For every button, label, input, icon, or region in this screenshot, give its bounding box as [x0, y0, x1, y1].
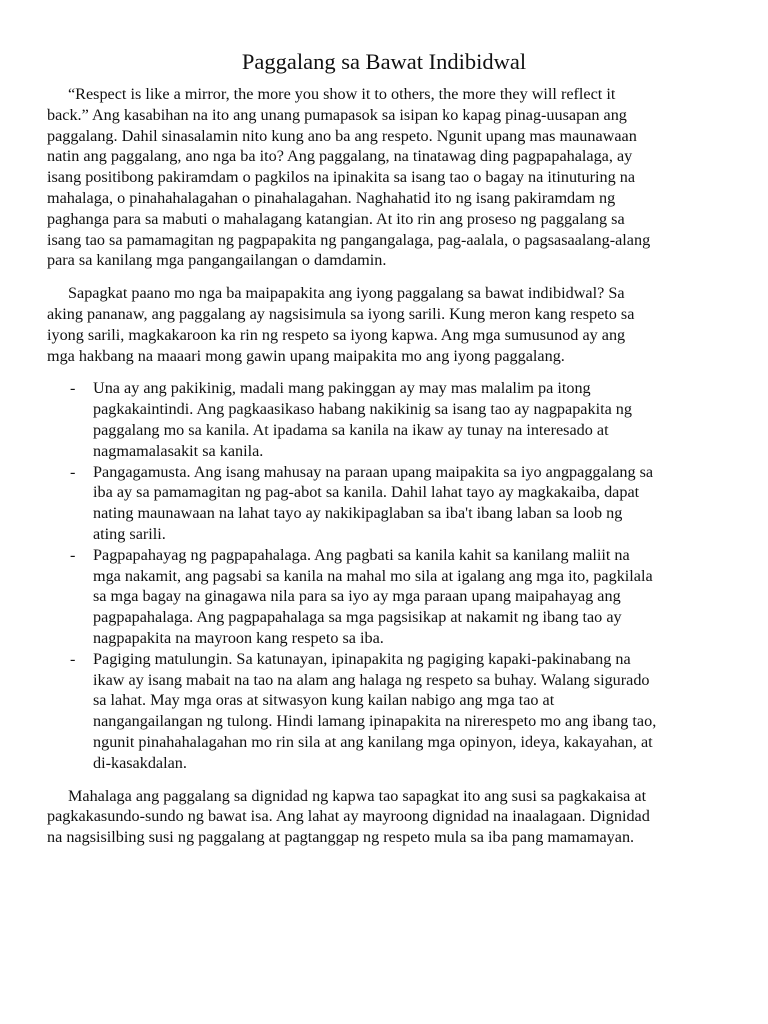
text-line: iyong sarili, magkakaroon ka rin ng respeto sa iyong kapwa. Ang mga sumusunod ay ang	[47, 325, 626, 344]
text-line: pagkakasundo-sundo ng bawat isa. Ang lahat ay mayroong dignidad na inaalagaan. Dignidad	[47, 807, 650, 826]
bullet-marker: -	[70, 379, 76, 398]
text-line: paggalang mo sa kanila. At ipadama sa kanila na ikaw ay tunay na interesado at	[93, 420, 609, 439]
text-line: sa lahat. May mga oras at sitwasyon kung kailan nabigo ang mga tao at	[93, 691, 555, 710]
bullet-marker: -	[70, 649, 76, 668]
text-line: nating maunawaan na lahat tayo ay nakikipaglaban sa iba't ibang laban sa loob ng	[93, 504, 623, 523]
text-line: ating sarili.	[93, 524, 166, 543]
text-line: Sapagkat paano mo nga ba maipapakita ang iyong paggalang sa bawat indibidwal? Sa	[68, 284, 625, 303]
text-line: mahalaga, o pinahahalagahan o pinahalagahan. Naghahatid ito ng isang pakiramdam ng	[47, 188, 616, 207]
list-item	[47, 378, 737, 461]
text-line: mga hakbang na maaari mong gawin upang maipakita mo ang iyong paggalang.	[47, 346, 565, 365]
text-line: mga nakamit, ang pagsabi sa kanila na mahal mo sila at igalang ang mga ito, pagkilala	[93, 566, 653, 585]
text-line: di-kasakdalan.	[93, 753, 187, 772]
text-line: para sa kanilang mga pangangailangan o damdamin.	[47, 251, 387, 270]
text-line: paggalang. Dahil sinasalamin nito kung ano ba ang respeto. Ngunit upang mas maunawaan	[47, 126, 637, 145]
text-line: sa mga bagay na ginagawa nila para sa iyo ay mga paraan upang maipahayag ang	[93, 587, 621, 606]
text-line: nagpapakita na mayroon kang respeto sa iba.	[93, 628, 384, 647]
text-line: Pangagamusta. Ang isang mahusay na paraan upang maipakita sa iyo angpaggalang sa	[93, 462, 654, 481]
text-line: isang tao sa pamamagitan ng pagpapakita ng pangangalaga, pag-aalala, o pagsasaalang-alang	[47, 230, 651, 249]
list-item	[47, 545, 737, 649]
list-item	[47, 462, 737, 545]
text-line: paghanga para sa mabuti o mahalagang katangian. At ito rin ang proseso ng paggalang sa	[47, 209, 625, 228]
text-line: Pagiging matulungin. Sa katunayan, ipinapakita ng pagiging kapaki-pakinabang na	[93, 649, 631, 668]
text-line: back.” Ang kasabihan na ito ang unang pumapasok sa isipan ko kapag pinag-uusapan ang	[47, 105, 627, 124]
intro-paragraph-1	[47, 84, 737, 271]
document-title: Paggalang sa Bawat Indibidwal	[241, 49, 527, 74]
text-line: isang positibong pakiramdam o pagkilos na ipinakita sa isang tao o bagay na itinuturing na	[47, 168, 636, 187]
intro-paragraph-2	[47, 283, 737, 366]
bullet-marker: -	[70, 545, 76, 564]
text-line: nagmamalasakit sa kanila.	[93, 441, 264, 460]
text-line: ngunit pinahahalagahan mo rin sila at ang kanilang mga opinyon, ideya, kakayahan, at	[93, 732, 653, 751]
document-body	[47, 84, 737, 860]
respect-steps-list	[47, 378, 737, 773]
text-line: ikaw ay isang mabait na tao na alam ang halaga ng respeto sa buhay. Walang sigurado	[93, 670, 650, 689]
bullet-marker: -	[70, 462, 76, 481]
text-line: iba ay sa pamamagitan ng pag-abot sa kanila. Dahil lahat tayo ay magkakaiba, dapat	[93, 483, 640, 502]
text-line: pagpapahalaga. Ang pagpapahalaga sa mga pagsisikap at nakamit ng ibang tao ay	[93, 608, 622, 627]
list-item	[47, 649, 737, 774]
text-line: na nagsisilbing susi ng paggalang at pagtanggap ng respeto mula sa iba pang mamamayan.	[47, 828, 635, 847]
text-line: pagkakaintindi. Ang pagkaasikaso habang nakikinig sa isang tao ay nagpapakita ng	[93, 400, 632, 419]
text-line: nangangailangan ng tulong. Hindi lamang ipinapakita na nirerespeto mo ang ibang tao,	[93, 712, 657, 731]
closing-paragraph	[47, 786, 737, 848]
text-line: Mahalaga ang paggalang sa dignidad ng kapwa tao sapagkat ito ang susi sa pagkakaisa at	[68, 786, 647, 805]
text-line: aking pananaw, ang paggalang ay nagsisimula sa iyong sarili. Kung meron kang respeto sa	[47, 304, 635, 323]
text-line: Pagpapahayag ng pagpapahalaga. Ang pagbati sa kanila kahit sa kanilang maliit na	[93, 545, 630, 564]
text-line: Una ay ang pakikinig, madali mang pakinggan ay may mas malalim pa itong	[93, 379, 591, 398]
text-line: natin ang paggalang, ano nga ba ito? Ang paggalang, na tinatawag ding pagpapahalaga, ay	[47, 147, 633, 166]
text-line: “Respect is like a mirror, the more you show it to others, the more they will reflect it	[68, 85, 616, 103]
